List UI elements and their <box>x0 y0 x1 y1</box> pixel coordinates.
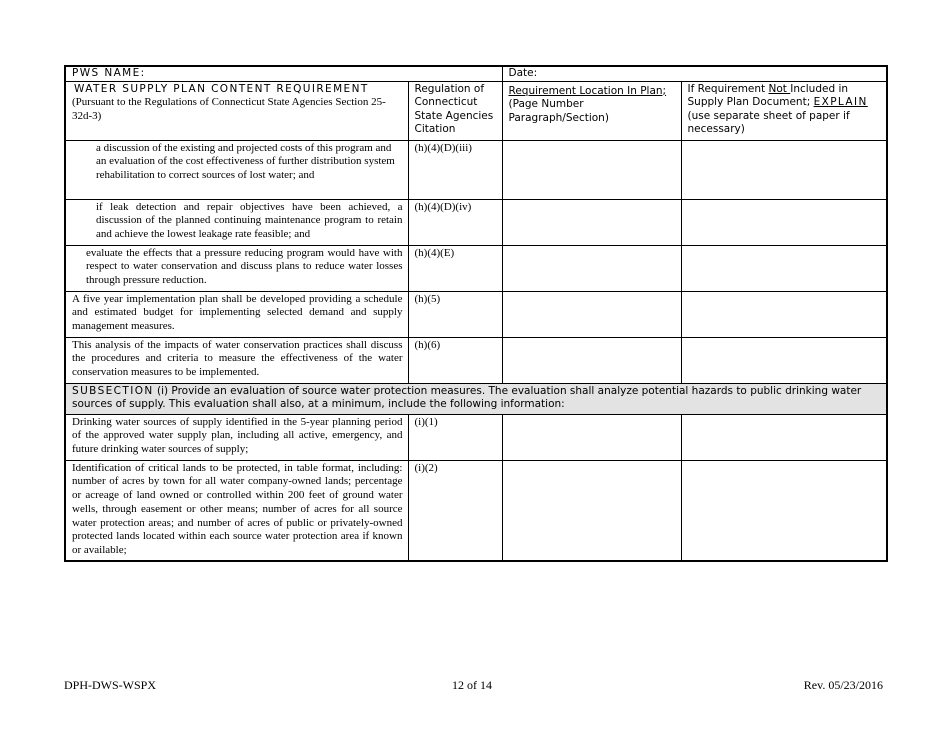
table-row <box>65 199 887 245</box>
form-id: DPH-DWS-WSPX <box>64 678 157 692</box>
table-row <box>65 291 887 337</box>
table-row <box>65 460 887 561</box>
location-header-sub: (Page Number Paragraph/Section) <box>508 98 609 124</box>
explain-input-cell[interactable] <box>681 245 887 291</box>
location-input-cell[interactable] <box>502 245 681 291</box>
requirement-cell: a discussion of the existing and projected costs of this program and an evaluation of the cost effectiveness of further distribution system rehabilitation to correct sources of lost water; and <box>65 140 408 199</box>
location-input-cell[interactable] <box>502 199 681 245</box>
requirement-cell: evaluate the effects that a pressure reducing program would have with respect to water conservation and discuss plans to reduce water losses through pressure reduction. <box>65 245 408 291</box>
requirements-table <box>64 65 888 562</box>
table-row <box>65 414 887 460</box>
citation-cell: (h)(4)(D)(iv) <box>408 199 502 245</box>
citation-cell: (h)(6) <box>408 337 502 383</box>
requirement-header <box>65 81 408 140</box>
explain-input-cell[interactable] <box>681 337 887 383</box>
requirement-cell: Identification of critical lands to be protected, in table format, including: number of acres by town for all water company-owned lands; percentage or acreage of land owned or controlled within 200 feet of ground water wells, through easement or other means; number of acres for all source water protection areas; and number of acres of public or privately-owned protected lands located within each source water protection area if known or available; <box>65 460 408 561</box>
pws-name-label: PWS NAME: <box>65 66 502 81</box>
location-header-title: Requirement Location In Plan; <box>508 84 667 97</box>
requirement-header-subtitle: (Pursuant to the Regulations of Connecticut State Agencies Section 25-32d-3) <box>72 96 386 122</box>
explain-input-cell[interactable] <box>681 140 887 199</box>
table-row <box>65 337 887 383</box>
citation-cell: (h)(5) <box>408 291 502 337</box>
explain-input-cell[interactable] <box>681 414 887 460</box>
citation-cell: (i)(1) <box>408 414 502 460</box>
explain-header-sub: (use separate sheet of paper if necessary) <box>687 109 850 135</box>
column-header-row <box>65 81 887 140</box>
explain-input-cell[interactable] <box>681 199 887 245</box>
citation-cell: (h)(4)(E) <box>408 245 502 291</box>
table-row <box>65 245 887 291</box>
page-number: 12 of 14 <box>452 678 492 692</box>
location-header <box>502 81 681 140</box>
citation-cell: (h)(4)(D)(iii) <box>408 140 502 199</box>
location-input-cell[interactable] <box>502 140 681 199</box>
revision-date: Rev. 05/23/2016 <box>803 678 883 692</box>
citation-cell: (i)(2) <box>408 460 502 561</box>
location-input-cell[interactable] <box>502 460 681 561</box>
table-row <box>65 140 887 199</box>
requirement-cell: A five year implementation plan shall be developed providing a schedule and estimated budget for implementing selected demand and supply management measures. <box>65 291 408 337</box>
explain-header <box>681 81 887 140</box>
requirement-cell: Drinking water sources of supply identified in the 5-year planning period of the approved water supply plan, including all active, emergency, and future drinking water sources of supply; <box>65 414 408 460</box>
citation-header: Regulation of Connecticut State Agencies Citation <box>408 81 502 140</box>
requirement-header-title: WATER SUPPLY PLAN CONTENT REQUIREMENT <box>74 82 369 95</box>
location-input-cell[interactable] <box>502 291 681 337</box>
pws-name-row <box>65 66 887 81</box>
subsection-row <box>65 383 887 414</box>
location-input-cell[interactable] <box>502 337 681 383</box>
explain-input-cell[interactable] <box>681 460 887 561</box>
requirement-cell: This analysis of the impacts of water conservation practices shall discuss the procedures and criteria to measure the effectiveness of the water conservation measures to be implemented. <box>65 337 408 383</box>
requirement-cell: if leak detection and repair objectives have been achieved, a discussion of the planned continuing maintenance program to retain and achieve the lowest leakage rate feasible; and <box>65 199 408 245</box>
explain-input-cell[interactable] <box>681 291 887 337</box>
explain-header-title: If Requirement Not Included in Supply Plan Document; EXPLAIN <box>687 82 868 108</box>
date-label: Date: <box>502 66 887 81</box>
location-input-cell[interactable] <box>502 414 681 460</box>
subsection-banner: SUBSECTION (i) Provide an evaluation of source water protection measures. The evaluation shall analyze potential hazards to public drinking water sources of supply. This evaluation shall also, at a minimum, include the following information: <box>65 383 887 414</box>
